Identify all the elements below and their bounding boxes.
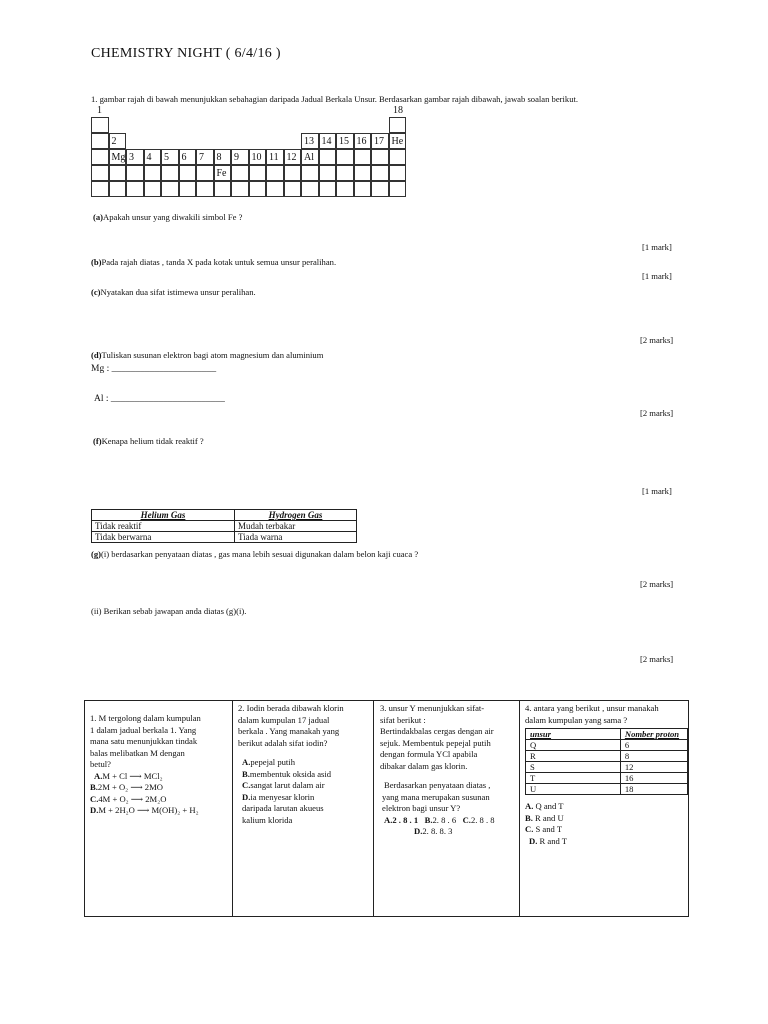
option-text: 4M + O₂ ⟶ 2M₂O (98, 793, 167, 804)
question-c-text: Nyatakan dua sifat istimewa unsur peralihan. (100, 287, 256, 297)
option-text: S and T (533, 824, 563, 834)
option-text: 2. 8. 8. 3 (422, 826, 453, 836)
periodic-table-cell[interactable]: 13 (301, 133, 319, 149)
group-1-label: 1 (97, 105, 102, 116)
question-a-label: (a) (93, 212, 104, 222)
option-label: B. (525, 812, 533, 823)
periodic-table-cell[interactable] (91, 149, 109, 165)
mcq-column-4 (520, 701, 688, 916)
option-label: A. (242, 757, 251, 767)
periodic-table-cell[interactable] (214, 181, 232, 197)
mcq-3-stem-line: elektron bagi unsur Y? (382, 803, 461, 813)
table-cell: R (526, 751, 621, 762)
periodic-table-cell[interactable]: 17 (371, 133, 389, 149)
mcq-1-stem-line: mana satu menunjukkan tindak (90, 736, 198, 746)
proton-number-table (525, 728, 688, 795)
periodic-table-cell[interactable] (161, 165, 179, 181)
mcq-2-stem-line: 2. Iodin berada dibawah klorin (238, 703, 344, 713)
mcq-1-stem-line: 1 dalam jadual berkala 1. Yang (90, 724, 197, 735)
periodic-table-cell[interactable]: 9 (231, 149, 249, 165)
periodic-table-cell[interactable] (354, 149, 372, 165)
periodic-table-cell[interactable]: 16 (354, 133, 372, 149)
mcq-4-option-c[interactable] (525, 824, 567, 836)
periodic-table-cell[interactable] (319, 149, 337, 165)
periodic-table-cell[interactable]: 12 (284, 149, 302, 165)
question-1-intro: 1. gambar rajah di bawah menunjukkan sebahagian daripada Jadual Berkala Unsur. Berdasarkan gambar rajah dibawah, jawab soalan berikut. (91, 94, 579, 104)
periodic-table-cell[interactable] (301, 181, 319, 197)
periodic-table-cell[interactable] (249, 181, 267, 197)
mcq-2-stem-line: berkala . Yang manakah yang (238, 726, 340, 736)
option-text: membentuk oksida asid (249, 768, 332, 779)
mcq-1-stem (90, 713, 201, 817)
question-a-text: Apakah unsur yang diwakili simbol Fe ? (103, 212, 243, 222)
periodic-table-cell[interactable] (91, 133, 109, 149)
periodic-table-cell[interactable] (354, 165, 372, 181)
periodic-table-cell[interactable] (389, 181, 407, 197)
periodic-table-cell[interactable] (336, 149, 354, 165)
mcq-3-stem-line: dibakar dalam gas klorin. (380, 760, 468, 771)
periodic-table-cell[interactable]: 15 (336, 133, 354, 149)
table-cell: T (526, 773, 621, 784)
periodic-table-cell[interactable] (266, 181, 284, 197)
periodic-table-cell[interactable] (109, 165, 127, 181)
table-cell: 16 (620, 773, 687, 784)
mcq-1-stem-line: 1. M tergolong dalam kumpulan (90, 713, 201, 723)
periodic-table-cell[interactable]: Fe (214, 165, 232, 181)
question-g (91, 549, 418, 559)
option-label: D. (242, 791, 251, 802)
option-label: A. (525, 801, 534, 811)
periodic-table-cell[interactable] (91, 181, 109, 197)
periodic-table-cell[interactable]: 8 (214, 149, 232, 165)
mcq-4-stem-line: 4. antara yang berikut , unsur manakah (525, 703, 659, 713)
question-g-label: (g) (91, 549, 102, 559)
question-g-text: (i) berdasarkan penyataan diatas , gas mana lebih sesuai digunakan dalam belon kaji cuaca ? (101, 549, 419, 559)
periodic-table-cell[interactable] (144, 165, 162, 181)
mcq-1-stem-line: balas melibatkan M dengan (90, 747, 185, 758)
periodic-table (91, 117, 408, 197)
periodic-table-cell[interactable] (371, 149, 389, 165)
mcq-3-stem-line: Berdasarkan penyataan diatas , (384, 780, 491, 790)
mcq-grid (84, 700, 689, 917)
option-text: 2. 8 . 8 (470, 814, 495, 825)
question-d-text: Tuliskan susunan elektron bagi atom magnesium dan aluminium (101, 350, 324, 360)
periodic-table-cell[interactable]: 6 (179, 149, 197, 165)
mcq-column-2 (233, 701, 374, 916)
option-text: 2M + O₂ ⟶ 2MO (97, 782, 163, 792)
question-c-label: (c) (91, 287, 101, 297)
mcq-2-stem (238, 703, 344, 826)
option-label: C. (525, 824, 534, 834)
mcq-2-option-d[interactable] (238, 792, 344, 804)
mcq-2-option-d-cont: kalium klorida (242, 814, 293, 825)
mcq-1-option-a[interactable] (90, 771, 201, 783)
mcq-4-stem (525, 703, 659, 726)
mark-a: [1 mark] (642, 242, 672, 252)
mcq-3-stem-line: sifat berikut : (380, 714, 426, 725)
gas-table-cell: Tidak berwarna (92, 532, 235, 543)
periodic-table-cell[interactable]: 3 (126, 149, 144, 165)
mcq-2-stem-line: berikut adalah sifat iodin? (238, 737, 328, 748)
periodic-table-cell[interactable]: 7 (196, 149, 214, 165)
question-f-text: Kenapa helium tidak reaktif ? (101, 436, 204, 446)
periodic-table-cell[interactable] (284, 181, 302, 197)
periodic-table-cell[interactable]: Mg (109, 149, 127, 165)
option-label: B. (424, 814, 433, 825)
mcq-3-stem-line: 3. unsur Y menunjukkan sifat- (380, 703, 485, 713)
mcq-3-stem (380, 703, 495, 838)
periodic-table-cell[interactable]: 10 (249, 149, 267, 165)
option-text: R and T (537, 835, 568, 846)
periodic-table-cell[interactable] (301, 165, 319, 181)
question-b-text: Pada rajah diatas , tanda X pada kotak untuk semua unsur peralihan. (101, 257, 337, 267)
option-label: B. (90, 782, 98, 792)
periodic-table-cell[interactable] (109, 181, 127, 197)
mark-b: [1 mark] (642, 271, 672, 281)
periodic-table-cell[interactable]: Al (301, 149, 319, 165)
periodic-table-cell[interactable] (389, 165, 407, 181)
option-text: R and U (532, 812, 564, 823)
periodic-table-cell[interactable]: He (389, 133, 407, 149)
question-b-label: (b) (91, 257, 102, 267)
periodic-table-cell[interactable]: 11 (266, 149, 284, 165)
periodic-table-cell[interactable] (371, 181, 389, 197)
table-cell: 6 (620, 740, 687, 751)
periodic-table-cell[interactable]: 2 (109, 133, 127, 149)
periodic-table-cell[interactable] (284, 165, 302, 181)
periodic-table-cell[interactable] (126, 165, 144, 181)
periodic-table-cell[interactable]: 4 (144, 149, 162, 165)
question-f (93, 436, 204, 446)
mcq-2-option-b[interactable] (238, 769, 344, 781)
question-b (91, 257, 336, 267)
periodic-table-cell[interactable] (319, 181, 337, 197)
mcq-3-stem-line: yang mana merupakan susunan (382, 791, 490, 802)
periodic-table-cell[interactable] (231, 165, 249, 181)
answer-al[interactable]: Al : ________________________ (94, 394, 225, 404)
mcq-3-option-d[interactable] (380, 826, 495, 838)
mcq-1-option-c[interactable] (90, 794, 201, 806)
mcq-4-option-d[interactable] (525, 836, 567, 848)
mcq-3-option-c[interactable] (463, 815, 495, 825)
option-label: A. (94, 770, 103, 781)
option-text: ia menyesar klorin (250, 791, 315, 802)
mcq-1-stem-line: betul? (90, 759, 111, 769)
periodic-table-cell[interactable] (354, 181, 372, 197)
option-label: D. (414, 826, 423, 836)
periodic-table-cell[interactable] (249, 165, 267, 181)
table-cell: 8 (620, 751, 687, 762)
answer-mg[interactable]: Mg : ______________________ (91, 364, 217, 374)
periodic-table-cell[interactable] (91, 117, 109, 133)
periodic-table-cell[interactable] (336, 165, 354, 181)
proton-table-header-proton: Nomber proton (620, 729, 687, 740)
mark-g-ii: [2 marks] (640, 654, 674, 664)
mcq-3-stem-line: dengan formula YCl apabila (380, 749, 478, 759)
mcq-4-options (525, 801, 567, 847)
proton-table-header-unsur: unsur (526, 729, 621, 740)
table-cell: S (526, 762, 621, 773)
option-label: B. (242, 768, 250, 779)
periodic-table-cell[interactable] (371, 165, 389, 181)
periodic-table-cell[interactable] (126, 181, 144, 197)
question-d-label: (d) (91, 350, 102, 360)
periodic-table-cell[interactable] (266, 165, 284, 181)
gas-table-cell: Mudah terbakar (235, 521, 357, 532)
mcq-column-3 (374, 701, 520, 916)
mcq-3-stem-line: sejuk. Membentuk pepejal putih (380, 737, 491, 748)
periodic-table-cell[interactable] (91, 165, 109, 181)
table-cell: 12 (620, 762, 687, 773)
periodic-table-cell[interactable] (144, 181, 162, 197)
mcq-column-1 (85, 701, 233, 916)
option-text: M + Cl ⟶ MCl₂ (102, 770, 163, 781)
option-text: M + 2H₂O ⟶ M(OH)₂ + H₂ (98, 805, 199, 815)
mcq-4-option-a[interactable] (525, 801, 567, 813)
option-text: pepejal putih (250, 757, 295, 767)
mark-f: [1 mark] (642, 486, 672, 496)
option-text: Q and T (533, 801, 564, 811)
option-label: C. (462, 814, 471, 825)
option-label: C. (90, 793, 99, 804)
option-text: 2 . 8 . 1 (392, 814, 419, 825)
option-label: A. (384, 814, 393, 825)
mcq-2-option-a[interactable] (238, 757, 344, 769)
mark-d: [2 marks] (640, 408, 674, 418)
mcq-3-option-b[interactable] (425, 815, 457, 825)
mcq-4-stem-line: dalam kumpulan yang sama ? (525, 714, 628, 725)
periodic-table-cell[interactable] (231, 181, 249, 197)
mcq-1-option-b[interactable] (90, 782, 201, 794)
mcq-2-option-c[interactable] (238, 780, 344, 792)
mark-c: [2 marks] (640, 335, 674, 345)
periodic-table-cell[interactable]: 14 (319, 133, 337, 149)
option-label: D. (90, 805, 99, 815)
mcq-2-option-d-cont: daripada larutan akueus (242, 803, 324, 813)
option-label: C. (242, 780, 251, 790)
mcq-3-options-row (380, 815, 495, 827)
option-text: 2. 8 . 6 (432, 814, 457, 825)
periodic-table-cell[interactable] (161, 181, 179, 197)
periodic-table-cell[interactable]: 5 (161, 149, 179, 165)
periodic-table-cell[interactable] (196, 181, 214, 197)
question-f-label: (f) (93, 436, 102, 446)
question-g-ii: (ii) Berikan sebab jawapan anda diatas (g)(i). (91, 606, 247, 616)
periodic-table-cell[interactable] (389, 149, 407, 165)
periodic-table-cell[interactable] (196, 165, 214, 181)
mcq-2-stem-line: dalam kumpulan 17 jadual (238, 714, 330, 725)
table-cell: Q (526, 740, 621, 751)
table-cell: U (526, 784, 621, 795)
mcq-3-stem-line: Bertindakbalas cergas dengan air (380, 726, 494, 736)
gas-table-cell: Tidak reaktif (92, 521, 235, 532)
mark-g: [2 marks] (640, 579, 674, 589)
table-cell: 18 (620, 784, 687, 795)
periodic-table-cell[interactable] (179, 165, 197, 181)
option-text: sangat larut dalam air (250, 780, 325, 790)
periodic-table-cell[interactable] (336, 181, 354, 197)
mcq-4-option-b[interactable] (525, 813, 567, 825)
option-label: D. (529, 835, 538, 846)
gas-table-header-helium: Helium Gas (92, 510, 235, 521)
question-d (91, 350, 323, 360)
mcq-3-option-a[interactable] (384, 815, 418, 825)
periodic-table-cell[interactable] (319, 165, 337, 181)
page-title: CHEMISTRY NIGHT ( 6/4/16 ) (91, 46, 281, 61)
gas-table-header-hydrogen: Hydrogen Gas (235, 510, 357, 521)
question-c (91, 287, 256, 297)
gas-comparison-table (91, 509, 357, 543)
periodic-table-cell[interactable] (389, 117, 407, 133)
mcq-1-option-d[interactable] (90, 805, 201, 817)
group-18-label: 18 (393, 105, 403, 116)
gas-table-cell: Tiada warna (235, 532, 357, 543)
periodic-table-cell[interactable] (179, 181, 197, 197)
question-a (93, 212, 242, 222)
